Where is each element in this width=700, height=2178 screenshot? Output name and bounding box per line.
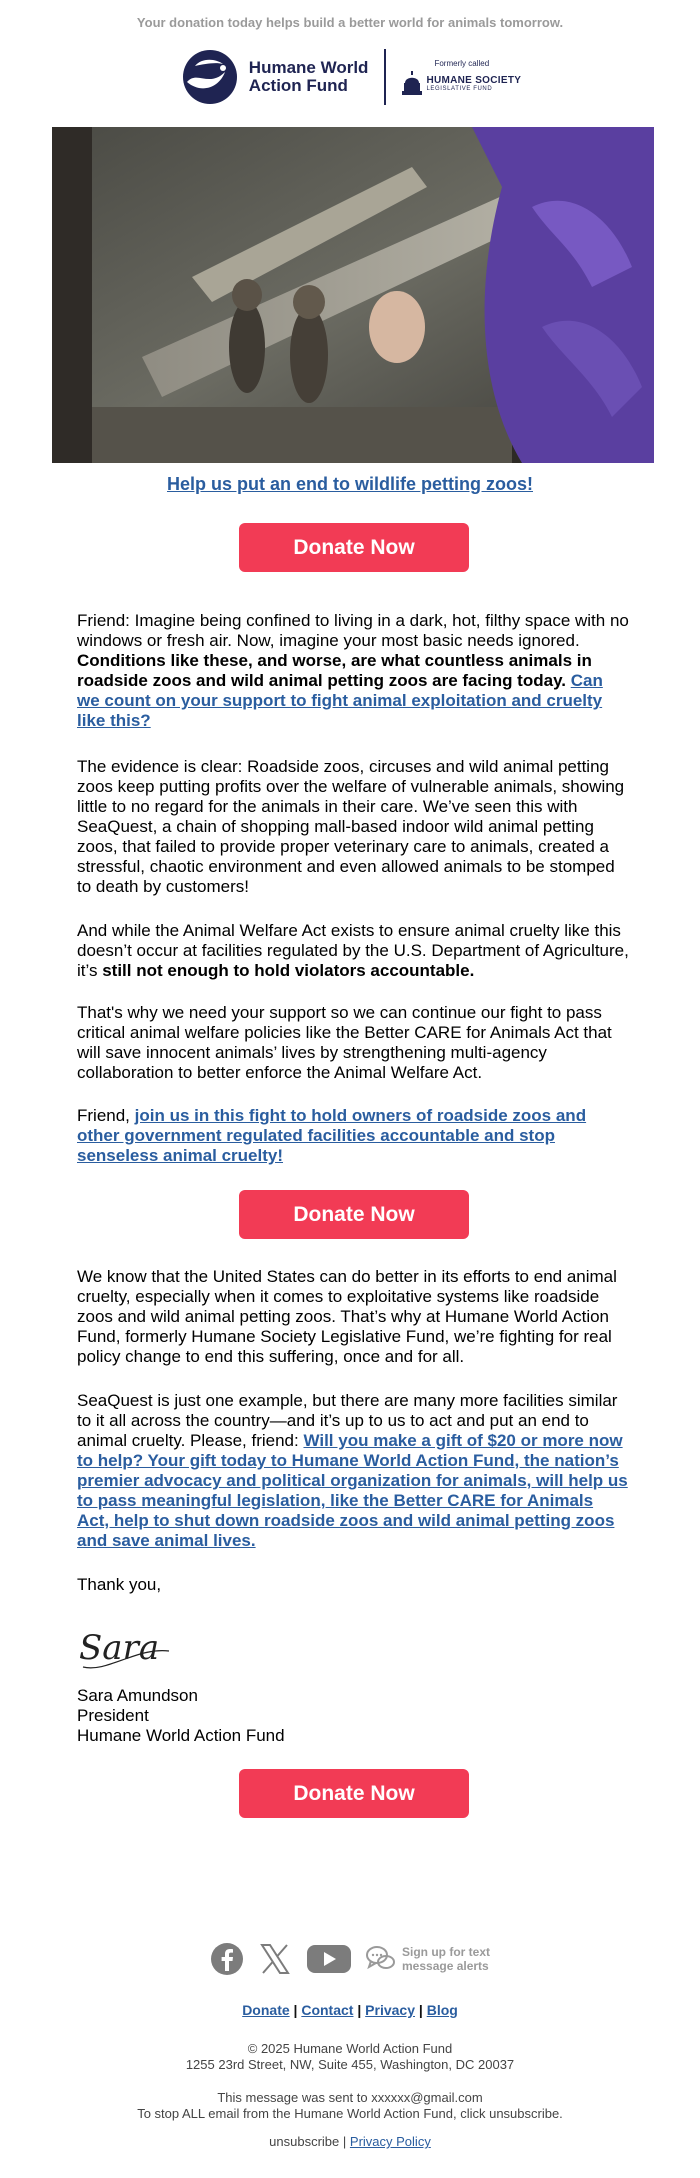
p2-text: The evidence is clear: Roadside zoos, circuses and wild animal petting zoos keep putting profits over the welfare of vulnerable animals, showing little to no regard for the animals in their care. We’ve seen this with SeaQuest, a chain of shopping mall-based indoor wild animal petting zoos, that failed to provide proper veterinary care to animals, created a stressful, chaotic environment and even allowed animals to be stomped to death by customers! bbox=[77, 757, 625, 896]
p6-text: We know that the United States can do better in its efforts to end animal cruelty, especially when it comes to exploitative systems like roadside zoos and wild animal petting zoos. That’s why at Humane World Action Fund, formerly Humane Society Legislative Fund, we’re fighting for real policy change to end this suffering, once and for all. bbox=[77, 1267, 617, 1366]
sms-line-2: message alerts bbox=[402, 1959, 489, 1973]
p7-text: SeaQuest is just one example, but there are many more facilities similar to it all across the country—and it’s up to us to act and put an end to animal cruelty. Please, friend: bbox=[77, 1391, 618, 1450]
donate-button-middle[interactable]: Donate Now bbox=[239, 1190, 469, 1239]
sms-line-1: Sign up for text bbox=[402, 1945, 490, 1959]
unsubscribe-link[interactable]: unsubscribe bbox=[269, 2134, 340, 2149]
humane-world-emblem-icon bbox=[179, 48, 241, 106]
capitol-icon bbox=[402, 71, 422, 95]
headline-link[interactable]: Help us put an end to wildlife petting zoos! bbox=[167, 474, 533, 494]
footer-separator: | bbox=[342, 2134, 347, 2149]
preheader-text: Your donation today helps build a better world for animals tomorrow. bbox=[136, 15, 564, 30]
paragraph-4 bbox=[77, 1003, 629, 1083]
paragraph-5 bbox=[77, 1106, 629, 1166]
footer-separator: | bbox=[418, 2002, 423, 2018]
footer-link-contact[interactable]: Contact bbox=[301, 2002, 354, 2018]
p5-text: Friend, bbox=[77, 1106, 135, 1125]
formerly-called-text: Formerly called bbox=[434, 59, 490, 68]
otters-photo bbox=[52, 127, 654, 463]
paragraph-2 bbox=[77, 757, 629, 897]
p7-link[interactable]: Will you make a gift of $20 or more now to help? Your gift today to Humane World Action Fund, the nation’s premier advocacy and political organization for animals, will help us to pass meaningful legislation, like the Better CARE for Animals Act, help to shut down roadside zoos and wild animal petting zoos and save animal lives. bbox=[77, 1431, 628, 1550]
privacy-policy-link[interactable]: Privacy Policy bbox=[349, 2134, 431, 2149]
signer-org: Humane World Action Fund bbox=[77, 1726, 285, 1745]
donate-button-bottom[interactable]: Donate Now bbox=[239, 1769, 469, 1818]
paragraph-7 bbox=[77, 1391, 629, 1551]
copyright-text: © 2025 Humane World Action Fund bbox=[247, 2041, 453, 2056]
signer-name: Sara Amundson bbox=[77, 1686, 198, 1705]
footer-separator: | bbox=[293, 2002, 298, 2018]
footer-link-blog[interactable]: Blog bbox=[426, 2002, 458, 2018]
logo-divider bbox=[384, 49, 386, 105]
paragraph-6 bbox=[77, 1267, 629, 1367]
x-twitter-icon[interactable] bbox=[258, 1942, 292, 1976]
signature-image bbox=[77, 1617, 177, 1677]
sent-to-text: This message was sent to xxxxxx@gmail.com bbox=[217, 2090, 483, 2105]
signature-text: Sara bbox=[79, 1628, 160, 1668]
address-text: 1255 23rd Street, NW, Suite 455, Washington, DC 20037 bbox=[185, 2057, 515, 2072]
social-links bbox=[0, 1942, 700, 1976]
footer-link-privacy[interactable]: Privacy bbox=[365, 2002, 415, 2018]
hsl-line-2: LEGISLATIVE FUND bbox=[426, 85, 493, 92]
thank-you-text: Thank you, bbox=[77, 1575, 162, 1594]
formerly-hsl-logo bbox=[402, 59, 521, 95]
p1-text: Friend: Imagine being confined to living in a dark, hot, filthy space with no windows or fresh air. Now, imagine your most basic needs ignored. bbox=[77, 611, 629, 650]
facebook-icon[interactable] bbox=[210, 1942, 244, 1976]
footer-separator: | bbox=[357, 2002, 362, 2018]
youtube-icon[interactable] bbox=[306, 1942, 352, 1976]
signer-block bbox=[77, 1686, 629, 1746]
stop-all-text: To stop ALL email from the Humane World Action Fund, click unsubscribe. bbox=[137, 2106, 563, 2121]
p1-bold: Conditions like these, and worse, are what countless animals in roadside zoos and wild animal petting zoos are facing today. bbox=[77, 651, 592, 690]
p3-text: And while the Animal Welfare Act exists to ensure animal cruelty like this doesn’t occur at facilities regulated by the U.S. Department of Agriculture, it’s bbox=[77, 921, 629, 980]
p5-link[interactable]: join us in this fight to hold owners of roadside zoos and other government regulated facilities accountable and stop senseless animal cruelty! bbox=[77, 1106, 587, 1165]
footer-sent-block bbox=[0, 2090, 700, 2122]
footer-nav bbox=[0, 2002, 700, 2018]
hsl-line-1: HUMANE SOCIETY bbox=[426, 74, 522, 86]
logo-line-2: Action Fund bbox=[248, 76, 348, 95]
footer-unsubscribe-row bbox=[0, 2134, 700, 2150]
sms-signup[interactable] bbox=[366, 1944, 490, 1974]
logo-line-1: Humane World bbox=[248, 58, 369, 77]
hero-image[interactable] bbox=[52, 127, 654, 463]
signer-title: President bbox=[77, 1706, 149, 1725]
paragraph-1 bbox=[77, 611, 629, 731]
paragraph-3 bbox=[77, 921, 629, 981]
donate-button-top[interactable]: Donate Now bbox=[239, 523, 469, 572]
humane-world-logo[interactable] bbox=[179, 48, 369, 106]
p1-link[interactable]: Can we count on your support to fight animal exploitation and cruelty like this? bbox=[77, 671, 603, 730]
p3-bold: still not enough to hold violators accountable. bbox=[102, 961, 475, 980]
footer-link-donate[interactable]: Donate bbox=[242, 2002, 290, 2018]
logo-row bbox=[0, 46, 700, 108]
chat-bubbles-icon bbox=[366, 1944, 396, 1974]
p4-text: That's why we need your support so we can continue our fight to pass critical animal welfare policies like the Better CARE for Animals Act that will save innocent animals’ lives by strengthening multi-agency collaboration to better enforce the Animal Welfare Act. bbox=[77, 1003, 612, 1082]
footer-address-block bbox=[0, 2041, 700, 2073]
